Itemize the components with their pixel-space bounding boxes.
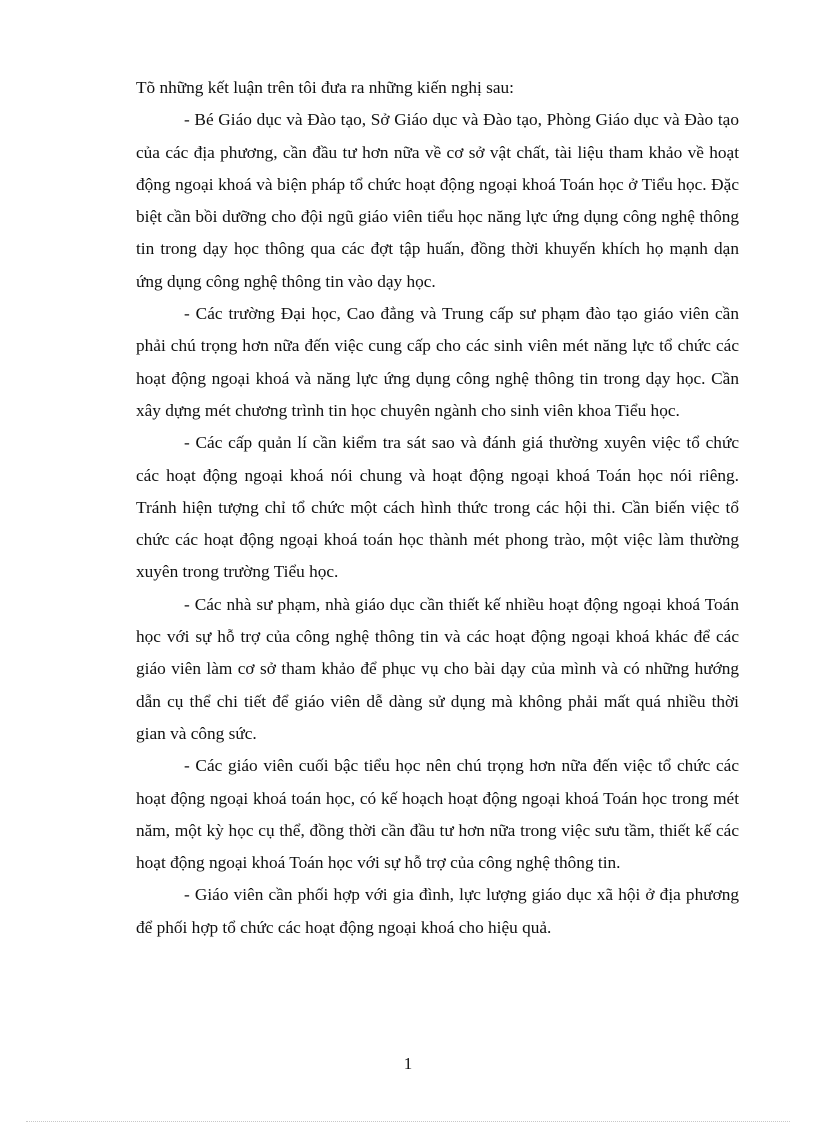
recommendation-universities: - Các trường Đại học, Cao đẳng và Trung cấp sư phạm đào tạo giáo viên cần phải chú trọng hơn nữa đến việc cung cấp cho các sinh viên mét năng lực tổ chức các hoạt động ngoại khoá và năng lực ứng dụng công nghệ thông tin trong dạy học. Cần xây dựng mét chương trình tin học chuyên ngành cho sinh viên khoa Tiểu học. (136, 304, 739, 420)
document-body (136, 72, 739, 944)
recommendation-teachers: - Các giáo viên cuối bậc tiểu học nên chú trọng hơn nữa đến việc tổ chức các hoạt động ngoại khoá toán học, có kế hoạch hoạt động ngoại khoá Toán học trong mét năm, một kỳ học cụ thể, đồng thời cần đầu tư hơn nữa trong việc sưu tầm, thiết kế các hoạt động ngoại khoá Toán học với sự hỗ trợ của công nghệ thông tin. (136, 756, 739, 873)
page-bottom-divider (26, 1121, 790, 1122)
recommendation-families: - Giáo viên cần phối hợp với gia đình, lực lượng giáo dục xã hội ở địa phương để phối hợp tổ chức các hoạt động ngoại khoá cho hiệu quả. (136, 885, 739, 937)
intro-paragraph: Tõ những kết luận trên tôi đưa ra những kiến nghị sau: (136, 78, 514, 97)
page-number: 1 (403, 1054, 413, 1073)
recommendation-managers: - Các cấp quản lí cần kiểm tra sát sao và đánh giá thường xuyên việc tổ chức các hoạt động ngoại khoá nói chung và hoạt động ngoại khoá Toán học nói riêng. Tránh hiện tượng chỉ tổ chức một cách hình thức trong các hội thi. Cần biến việc tổ chức các hoạt động ngoại khoá toán học thành mét phong trào, một việc làm thường xuyên trong trường Tiểu học. (136, 433, 739, 582)
recommendation-ministry: - Bé Giáo dục và Đào tạo, Sở Giáo dục và Đào tạo, Phòng Giáo dục và Đào tạo của các địa phương, cần đầu tư hơn nữa về cơ sở vật chất, tài liệu tham khảo về hoạt động ngoại khoá và biện pháp tổ chức hoạt động ngoại khoá Toán học ở Tiểu học. Đặc biệt cần bồi dưỡng cho đội ngũ giáo viên tiểu học năng lực ứng dụng công nghệ thông tin trong dạy học thông qua các đợt tập huấn, đồng thời khuyến khích họ mạnh dạn ứng dụng công nghệ thông tin vào dạy học. (136, 110, 739, 291)
recommendation-educators: - Các nhà sư phạm, nhà giáo dục cần thiết kế nhiều hoạt động ngoại khoá Toán học với sự hỗ trợ của công nghệ thông tin và các hoạt động ngoại khoá khác để các giáo viên làm cơ sở tham khảo để phục vụ cho bài dạy của mình và có những hướng dẫn cụ thể chi tiết để giáo viên dễ dàng sử dụng mà không phải mất quá nhiều thời gian và công sức. (136, 594, 739, 743)
